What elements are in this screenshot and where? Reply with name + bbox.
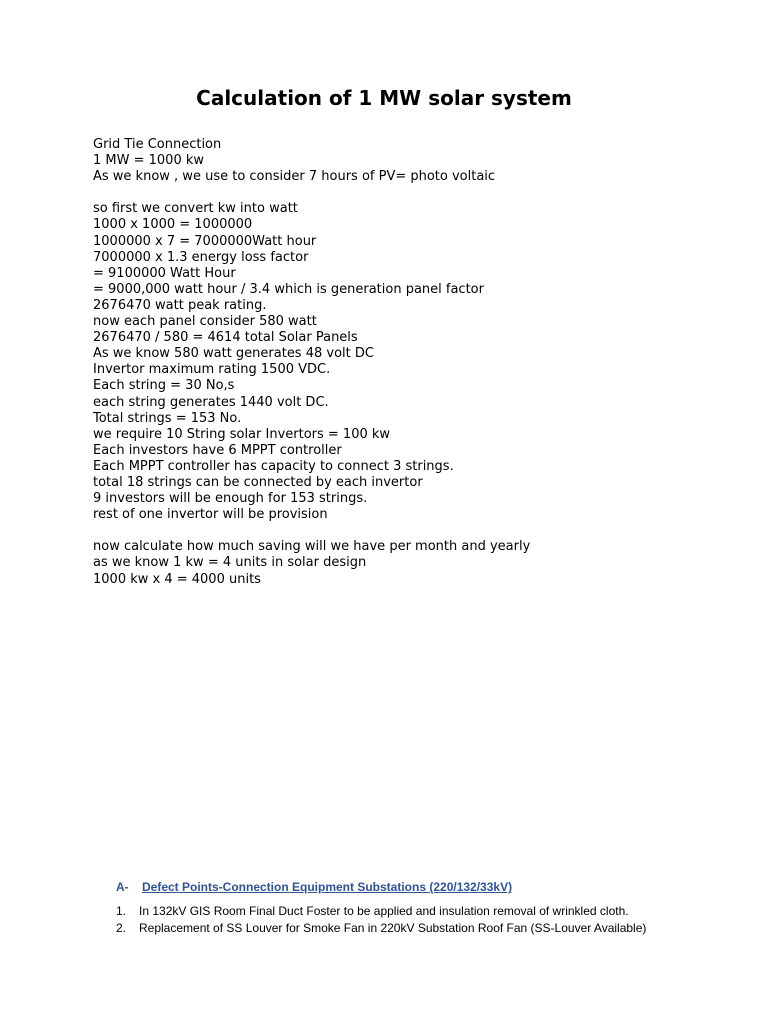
section-heading: [116, 879, 736, 895]
section-marker: A-: [116, 880, 129, 894]
defect-list: [116, 903, 736, 937]
calc-line: As we know , we use to consider 7 hours of PV= photo voltaic: [93, 169, 496, 185]
list-number: 1.: [116, 904, 127, 918]
calc-line: = 9000,000 watt hour / 3.4 which is generation panel factor: [93, 281, 484, 297]
calc-line: Each investors have 6 MPPT controller: [93, 442, 342, 458]
list-item-text: Replacement of SS Louver for Smoke Fan in 220kV Substation Roof Fan (SS-Louver Available): [139, 921, 647, 935]
calc-line: rest of one invertor will be provision: [93, 507, 328, 523]
calc-line: Each string = 30 No,s: [93, 378, 235, 394]
calc-line: we require 10 String solar Invertors = 100 kw: [93, 426, 391, 442]
calc-line: 9 investors will be enough for 153 strings.: [93, 491, 368, 507]
calc-line: 1000 kw x 4 = 4000 units: [93, 571, 261, 587]
list-item: [116, 920, 736, 937]
calc-line: Grid Tie Connection: [93, 137, 222, 152]
calc-line: now each panel consider 580 watt: [93, 314, 317, 330]
calc-line: as we know 1 kw = 4 units in solar design: [93, 555, 367, 571]
defect-section: [116, 879, 736, 937]
list-item: [116, 903, 736, 920]
section-title-link[interactable]: Defect Points-Connection Equipment Substations (220/132/33kV): [142, 880, 513, 894]
calc-line: Invertor maximum rating 1500 VDC.: [93, 362, 331, 378]
list-number: 2.: [116, 921, 127, 935]
calc-line: As we know 580 watt generates 48 volt DC: [93, 346, 374, 362]
calc-paragraph: [93, 539, 733, 587]
calculation-block: [93, 137, 733, 588]
calc-paragraph: [93, 201, 733, 523]
calc-line: 2676470 watt peak rating.: [93, 297, 267, 313]
calc-line: now calculate how much saving will we have per month and yearly: [93, 539, 531, 555]
calc-line: 1 MW = 1000 kw: [93, 153, 205, 169]
list-item-text: In 132kV GIS Room Final Duct Foster to be applied and insulation removal of wrinkled cloth.: [139, 904, 629, 918]
calc-line: = 9100000 Watt Hour: [93, 265, 236, 281]
calc-paragraph: [93, 137, 733, 185]
calc-line: Each MPPT controller has capacity to connect 3 strings.: [93, 458, 454, 474]
calc-line: 1000000 x 7 = 7000000Watt hour: [93, 233, 317, 249]
calc-line: 1000 x 1000 = 1000000: [93, 217, 253, 233]
blank-line: [93, 185, 733, 201]
calc-line: 2676470 / 580 = 4614 total Solar Panels: [93, 330, 358, 346]
blank-line: [93, 523, 733, 539]
calc-line: each string generates 1440 volt DC.: [93, 394, 329, 410]
calc-line: total 18 strings can be connected by each invertor: [93, 474, 423, 490]
calc-line: Total strings = 153 No.: [93, 410, 242, 426]
calc-line: 7000000 x 1.3 energy loss factor: [93, 249, 309, 265]
document-title: Calculation of 1 MW solar system: [196, 86, 572, 110]
calc-line: so first we convert kw into watt: [93, 201, 298, 217]
